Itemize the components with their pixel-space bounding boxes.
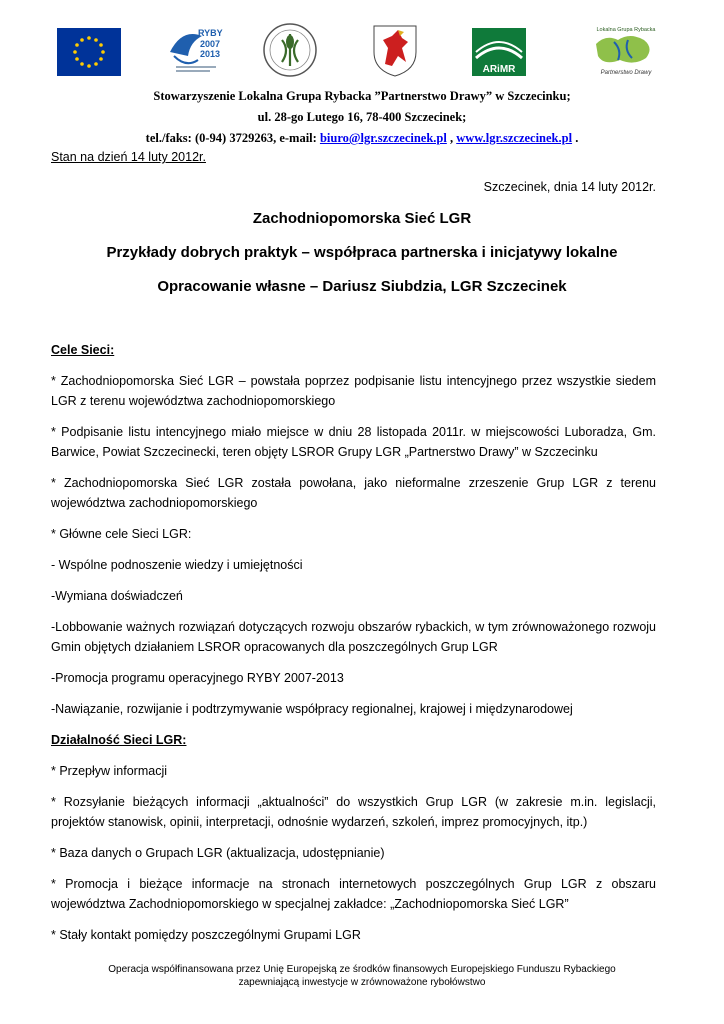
website-link[interactable]: www.lgr.szczecinek.pl xyxy=(456,131,573,145)
ministry-emblem-icon xyxy=(258,22,322,78)
status-date-note: Stan na dzień 14 luty 2012r. xyxy=(51,150,206,164)
footer-line-2: zapewniającą inwestycje w zrównoważone rybołówstwo xyxy=(238,977,486,988)
ryby-line1: RYBY xyxy=(198,28,223,38)
subtitle: Przykłady dobrych praktyk – współpraca partnerska i inicjatywy lokalne xyxy=(106,244,618,261)
main-title: Zachodniopomorska Sieć LGR xyxy=(252,210,472,227)
arimr-logo xyxy=(472,28,526,76)
header-line-3 xyxy=(0,128,724,149)
header-suffix: . xyxy=(572,131,579,145)
paragraph: * Przepływ informacji xyxy=(51,764,168,778)
author-line: Opracowanie własne – Dariusz Siubdzia, LGR Szczecinek xyxy=(157,278,567,295)
paragraph: -Promocja programu operacyjnego RYBY 2007-2013 xyxy=(51,671,344,685)
paragraph: -Wymiana doświadczeń xyxy=(51,589,183,603)
email-link[interactable]: biuro@lgr.szczecinek.pl xyxy=(319,131,447,145)
paragraph: * Baza danych o Grupach LGR (aktualizacja, udostępnianie) xyxy=(51,846,385,860)
paragraph: -Lobbowanie ważnych rozwiązań dotyczących rozwoju obszarów rybackich, w tym zrównoważonego rozwoju Gmin objętych działaniem LSROR opracowanych dla poszczególnych Grup LGR xyxy=(51,620,656,654)
eu-flag-icon xyxy=(57,28,121,76)
arimr-text: ARiMR xyxy=(482,64,516,75)
paragraph: * Główne cele Sieci LGR: xyxy=(51,527,192,541)
organization-header xyxy=(0,86,724,149)
ryby-line3: 2013 xyxy=(200,49,221,59)
paragraph: * Stały kontakt pomiędzy poszczególnymi Grupami LGR xyxy=(51,928,361,942)
paragraph: * Zachodniopomorska Sieć LGR została powołana, jako nieformalne zrzeszenie Grup LGR z terenu województwa zachodniopomorskiego xyxy=(51,476,656,510)
section-heading-goals: Cele Sieci: xyxy=(51,343,115,357)
document-date: Szczecinek, dnia 14 luty 2012r. xyxy=(483,180,656,194)
partner-top-text: Lokalna Grupa Rybacka xyxy=(596,27,656,33)
header-line-2: ul. 28-go Lutego 16, 78-400 Szczecinek; xyxy=(257,110,467,124)
paragraph: * Zachodniopomorska Sieć LGR – powstała poprzez podpisanie listu intencyjnego przez wszystkie siedem LGR z terenu województwa zachodniopomorskiego xyxy=(51,374,656,408)
ryby-line2: 2007 xyxy=(200,39,221,49)
paragraph: -Nawiązanie, rozwijanie i podtrzymywanie współpracy regionalnej, krajowej i międzynarodowej xyxy=(51,702,573,716)
section-heading-activity: Działalność Sieci LGR: xyxy=(51,733,187,747)
logo-bar xyxy=(0,22,724,82)
partnerstwo-drawy-logo xyxy=(588,22,660,78)
header-contact-prefix: tel./faks: (0-94) 3729263, e-mail: xyxy=(145,131,320,145)
link-separator: , xyxy=(446,131,457,145)
ryby-logo xyxy=(168,22,223,78)
paragraph: * Rozsyłanie bieżących informacji „aktualności” do wszystkich Grup LGR (w zakresie m.in. legislacji, projektów stanowisk, opinii, interpretacji, odnośnie wydarzeń, szkoleń, imprez promocyjnych, itp.) xyxy=(51,795,656,829)
griffin-crest-icon xyxy=(370,22,420,78)
document-body xyxy=(51,340,656,956)
partner-bottom-text: Partnerstwo Drawy xyxy=(600,70,652,76)
document-titles xyxy=(0,208,724,310)
paragraph: * Podpisanie listu intencyjnego miało miejsce w dniu 28 listopada 2011r. w miejscowości Luboradza, Gm. Barwice, Powiat Szczecinecki, teren objęty LSROR Grupy LGR „Partnerstwo Drawy” w Szczecinku xyxy=(51,425,656,459)
paragraph: * Promocja i bieżące informacje na stronach internetowych poszczególnych Grup LGR z obszaru województwa Zachodniopomorskiego w specjalnej zakładce: „Zachodniopomorska Sieć LGR” xyxy=(51,877,656,911)
funding-footer xyxy=(0,963,724,989)
footer-line-1: Operacja współfinansowana przez Unię Europejską ze środków finansowych Europejskiego Funduszu Rybackiego xyxy=(108,964,616,975)
header-line-1: Stowarzyszenie Lokalna Grupa Rybacka ”Partnerstwo Drawy” w Szczecinku; xyxy=(153,89,571,103)
paragraph: - Wspólne podnoszenie wiedzy i umiejętności xyxy=(51,558,303,572)
